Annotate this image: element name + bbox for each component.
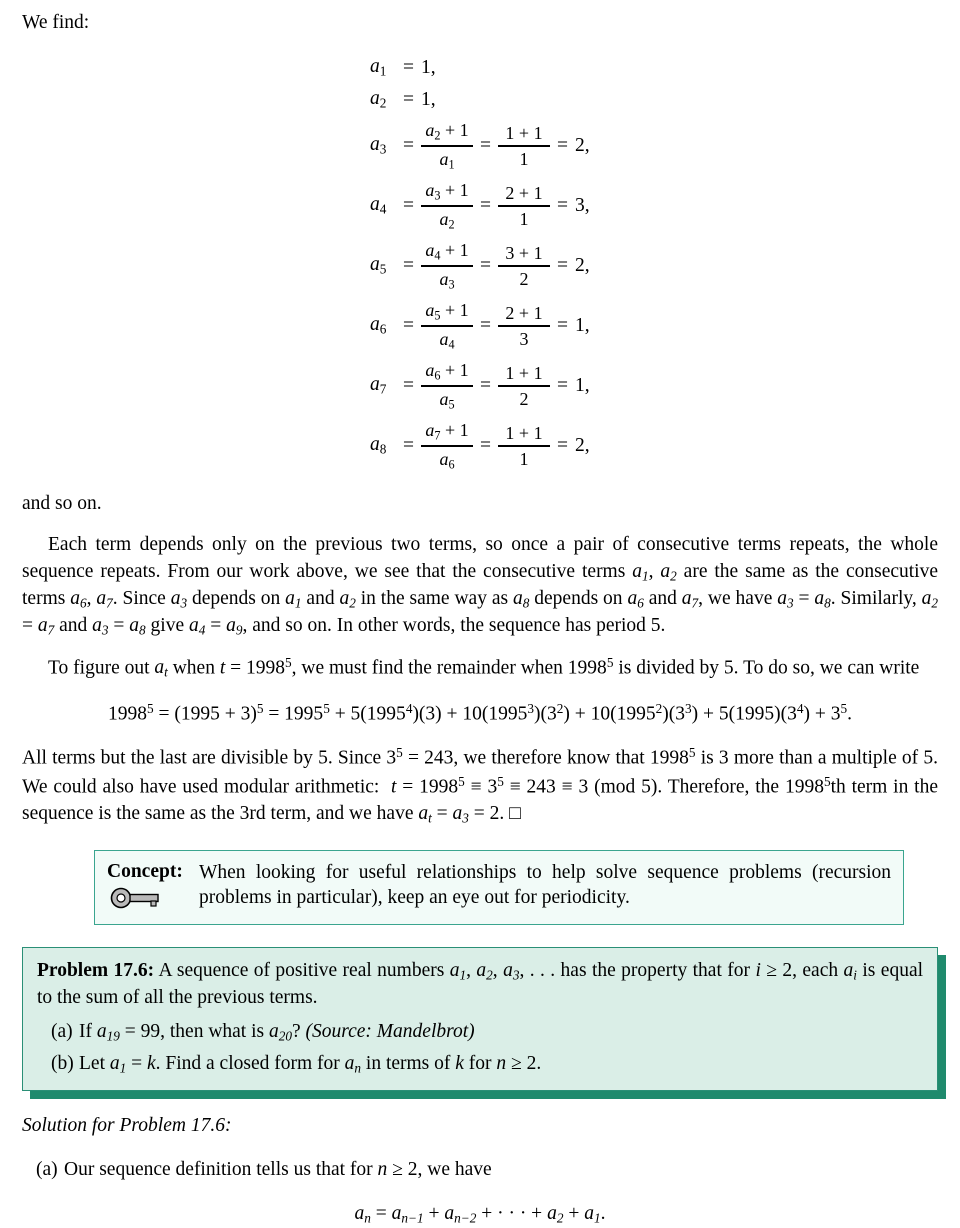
equation-result: 2, — [575, 134, 590, 156]
expansion-equation: $1998^5 = (1995 + 3)^5 = 1995^5 + 5(1995^4)(3) + 10(1995^3)(3^2) + 10(1995^2)(3^3) + 5(1995)(3^4) + 3^5$. — [107, 701, 853, 725]
equals-sign: = — [557, 434, 568, 456]
equals-sign: = — [403, 88, 414, 110]
part-label: (a) — [51, 1020, 73, 1042]
equation-lhs: a5 — [370, 254, 387, 277]
fraction-denominator: a2 — [439, 208, 455, 231]
fraction-denominator: 3 — [519, 328, 529, 349]
fraction-bar — [421, 445, 473, 446]
problem-part — [37, 1018, 923, 1046]
equation-result: 1, — [575, 374, 590, 396]
problem-box — [22, 947, 938, 1091]
fraction-numerator: 3 + 1 — [505, 243, 543, 264]
fraction-bar — [498, 265, 550, 266]
problem-title: Problem 17.6: — [37, 960, 155, 982]
intro-line: We find: — [22, 12, 90, 33]
fraction-numerator: a3 + 1 — [425, 180, 469, 203]
problem-parts — [37, 1018, 923, 1079]
part-text: If $a_{19} = 99$, then what is $a_{20}$? (Source: Mandelbrot) — [79, 1020, 475, 1044]
fraction-denominator: a5 — [439, 388, 455, 411]
fraction-denominator: 1 — [519, 448, 529, 469]
equation-result: 1, — [575, 314, 590, 336]
concept-text: When looking for useful relationships to help solve sequence problems (recursion problems in particular), keep an eye out for periodicity. — [199, 861, 891, 909]
equation-lhs: a7 — [370, 374, 387, 397]
equation-lhs: a3 — [370, 134, 387, 157]
equals-sign: = — [480, 134, 491, 156]
fraction-numeric — [498, 423, 550, 469]
paragraph-remainder: To figure out $a_t$ when $t = 1998^5$, we must find the remainder when 1998$^5$ is divided by 5. To do so, we can write — [48, 654, 920, 680]
key-icon — [109, 887, 169, 914]
fraction-denominator: a3 — [439, 268, 455, 291]
fraction-numerator: a6 + 1 — [425, 360, 469, 383]
fraction-bar — [421, 205, 473, 206]
fraction-bar — [421, 325, 473, 326]
fraction-bar — [498, 145, 550, 146]
equation-rhs: 1, — [421, 56, 436, 78]
equals-sign: = — [480, 254, 491, 276]
solution-heading: Solution for Problem 17.6: — [22, 1115, 232, 1137]
fraction-numeric — [498, 363, 550, 409]
equals-sign: = — [557, 194, 568, 216]
solution-part-a — [22, 1156, 938, 1183]
fraction-bar — [498, 385, 550, 386]
fraction-recursive — [421, 120, 473, 171]
fraction-numerator: 1 + 1 — [505, 363, 543, 384]
fraction-denominator: 2 — [519, 268, 529, 289]
fraction-recursive — [421, 180, 473, 231]
equation-result: 3, — [575, 194, 590, 216]
equation-row — [22, 417, 938, 475]
equation-lhs: a4 — [370, 194, 387, 217]
equation-result: 2, — [575, 254, 590, 276]
fraction-numeric — [498, 303, 550, 349]
fraction-denominator: a6 — [439, 448, 455, 471]
fraction-numerator: a4 + 1 — [425, 240, 469, 263]
fraction-numerator: a2 + 1 — [425, 120, 469, 143]
part-label: (a) — [36, 1158, 58, 1180]
fraction-numeric — [498, 123, 550, 169]
fraction-bar — [498, 445, 550, 446]
problem-part — [37, 1050, 923, 1078]
part-text: Let $a_1 = k$. Find a closed form for $a_n$ in terms of k for n ≥ 2. — [79, 1052, 542, 1076]
equation-row — [22, 177, 938, 235]
equals-sign: = — [480, 194, 491, 216]
fraction-denominator: a4 — [439, 328, 455, 351]
fraction-denominator: 2 — [519, 388, 529, 409]
solution-equation: $a_n = a_{n-1} + a_{n-2}$ + · · · + $a_2 + a_1$. — [354, 1203, 606, 1226]
equation-result: 2, — [575, 434, 590, 456]
fraction-recursive — [421, 300, 473, 351]
and-so-on-line: and so on. — [22, 492, 102, 514]
fraction-numerator: 2 + 1 — [505, 303, 543, 324]
paragraph-period: Each term depends only on the previous two terms, so once a pair of consecutive terms repeats, the whole sequence repeats. From our work above, we see that the consecutive terms $a_1$, $a_2$ are the same as the consecutive terms $a_6$, $a_7$. Since $a_3$ depends on $a_1$ and $a_2$ in the same way as $a_8$ depends on $a_6$ and $a_7$, we have $a_3 = a_8$. Similarly, $a_2 = a_7$ and $a_3 = a_8$ give $a_4 = a_9$, and so on. In other words, the sequence has period 5. — [22, 533, 938, 638]
concept-callout — [94, 850, 904, 925]
equals-sign: = — [403, 374, 414, 396]
equals-sign: = — [480, 314, 491, 336]
equals-sign: = — [557, 314, 568, 336]
part-text: Our sequence definition tells us that for n ≥ 2, we have — [64, 1158, 492, 1180]
equals-sign: = — [403, 194, 414, 216]
fraction-bar — [421, 145, 473, 146]
fraction-denominator: 1 — [519, 208, 529, 229]
equation-row — [22, 297, 938, 355]
equation-row — [22, 357, 938, 415]
fraction-bar — [498, 205, 550, 206]
equals-sign: = — [403, 134, 414, 156]
equation-lhs: a1 — [370, 56, 387, 79]
fraction-numeric — [498, 243, 550, 289]
equals-sign: = — [480, 434, 491, 456]
equals-sign: = — [557, 374, 568, 396]
fraction-numerator: 2 + 1 — [505, 183, 543, 204]
fraction-bar — [421, 385, 473, 386]
fraction-denominator: 1 — [519, 148, 529, 169]
fraction-numerator: a7 + 1 — [425, 420, 469, 443]
problem-statement: Problem 17.6: A sequence of positive real numbers $a_1$, $a_2$, $a_3$, . . . has the property that for i ≥ 2, each $a_i$ is equal to the sum of all the previous terms. — [37, 960, 924, 1008]
equation-row — [22, 117, 938, 175]
equation-lhs: a6 — [370, 314, 387, 337]
page-content — [22, 10, 938, 1228]
concept-left-column — [107, 860, 199, 914]
part-label: (b) — [51, 1052, 74, 1074]
fraction-numeric — [498, 183, 550, 229]
fraction-denominator: a1 — [439, 148, 455, 171]
fraction-recursive — [421, 240, 473, 291]
equation-lhs: a8 — [370, 434, 387, 457]
problem-callout — [22, 947, 938, 1091]
fraction-recursive — [421, 420, 473, 471]
equals-sign: = — [403, 56, 414, 78]
equation-list — [22, 53, 938, 475]
equation-row — [22, 85, 938, 115]
fraction-numerator: 1 + 1 — [505, 123, 543, 144]
equals-sign: = — [403, 314, 414, 336]
fraction-bar — [498, 325, 550, 326]
fraction-recursive — [421, 360, 473, 411]
equals-sign: = — [403, 254, 414, 276]
equals-sign: = — [480, 374, 491, 396]
equals-sign: = — [557, 254, 568, 276]
equals-sign: = — [557, 134, 568, 156]
concept-label: Concept: — [107, 860, 183, 882]
fraction-numerator: 1 + 1 — [505, 423, 543, 444]
paragraph-conclusion: All terms but the last are divisible by 5. Since $3^5 = 243$, we therefore know that 1998$^5$ is 3 more than a multiple of 5. We could also have used modular arithmetic: $t = 1998^5 \equiv 3^5 \equiv 243 \equiv 3$ (mod 5). Therefore, the 1998$^5$th term in the sequence is the same as the 3rd term, and we have $a_t = a_3 = 2$. □ — [22, 745, 939, 826]
equals-sign: = — [403, 434, 414, 456]
equation-row — [22, 53, 938, 83]
concept-box — [94, 850, 904, 925]
equation-rhs: 1, — [421, 88, 436, 110]
equation-row — [22, 237, 938, 295]
fraction-numerator: a5 + 1 — [425, 300, 469, 323]
fraction-bar — [421, 265, 473, 266]
equation-lhs: a2 — [370, 88, 387, 111]
